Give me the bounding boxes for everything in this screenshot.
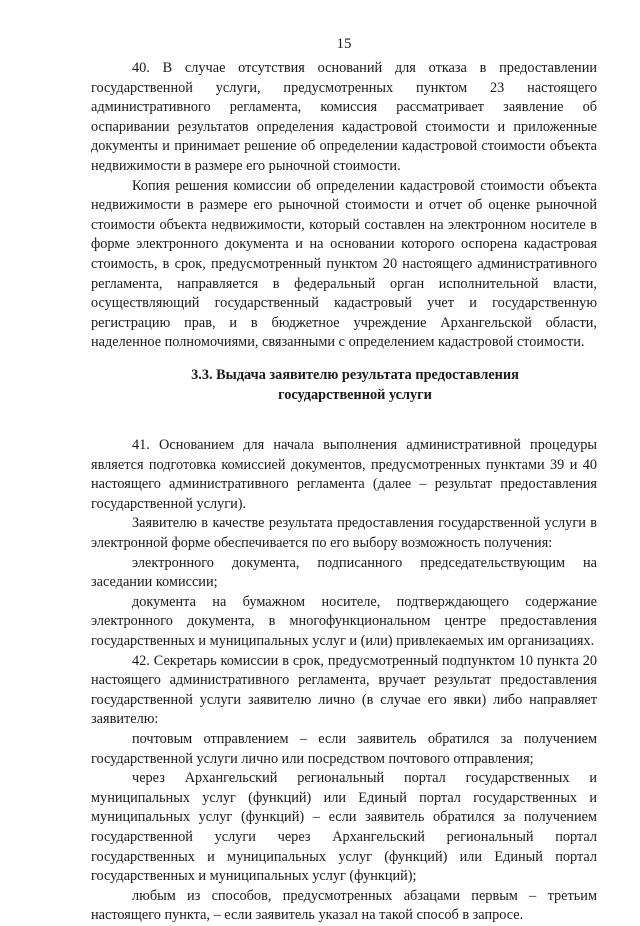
paragraph-applicant-electronic-result: Заявителю в качестве результата предоставления государственной услуги в электронной форме обеспечивается по его выбору возможность получения: <box>91 515 597 552</box>
document-page <box>91 34 597 926</box>
paragraph-42: 42. Секретарь комиссии в срок, предусмотренный подпунктом 10 пункта 20 настоящего административного регламента, вручает результат предоставления государственной услуги заявителю лично (в случае его явки) либо направляет заявителю: <box>91 652 597 728</box>
page-number: 15 <box>336 36 352 52</box>
paragraph-postal-delivery: почтовым отправлением – если заявитель обратился за получением государственной услуги лично или посредством почтового отправления; <box>91 731 597 767</box>
section-heading-3-3 <box>91 366 597 405</box>
section-heading-line-2: государственной услуги <box>278 386 432 403</box>
paragraph-copy-of-decision: Копия решения комиссии об определении кадастровой стоимости объекта недвижимости в размере его рыночной стоимости и отчет об оценке рыночной стоимости объекта недвижимости, который составлен на электронном носителе в форме электронного документа и на основании которого оспорена кадастровая стоимость, в срок, предусмотренный пунктом 20 настоящего административного регламента, направляется в федеральный орган исполнительной власти, осуществляющий государственный кадастровый учет и государственную регистрацию прав, и в бюджетное учреждение Архангельской области, наделенное полномочиями, связанными с определением кадастровой стоимости. <box>91 177 597 351</box>
paragraph-41: 41. Основанием для начала выполнения административной процедуры является подготовка комиссией документов, предусмотренных пунктами 39 и 40 настоящего административного регламента (далее – результат предоставления государственной услуги). <box>91 437 597 512</box>
paragraph-electronic-document-option: электронного документа, подписанного председательствующим на заседании комиссии; <box>91 554 597 591</box>
paragraph-40: 40. В случае отсутствия оснований для отказа в предоставлении государственной услуги, предусмотренных пунктом 23 настоящего административного регламента, комиссия рассматривает заявление об оспаривании результатов определения кадастровой стоимости и приложенные документы и принимает решение об определении кадастровой стоимости объекта недвижимости в размере его рыночной стоимости. <box>91 60 597 174</box>
paragraph-paper-document-option: документа на бумажном носителе, подтверждающего содержание электронного документа, в многофункциональном центре предоставления государственных и муниципальных услуг и (или) привлекаемых им организациях. <box>91 593 597 650</box>
section-heading-line-1: 3.3. Выдача заявителю результата предоставления <box>191 366 519 383</box>
paragraph-portal-delivery: через Архангельский региональный портал государственных и муниципальных услуг (функций) или Единый портал государственных и муниципальных услуг (функций) – если заявитель обратился за получением государственной услуги через Архангельский региональный портал государственных и муниципальных услуг (функций) или Единый портал государственных и муниципальных услуг (функций); <box>91 770 597 885</box>
paragraph-any-method: любым из способов, предусмотренных абзацами первым – третьим настоящего пункта, – если заявитель указал на такой способ в запросе. <box>91 887 597 924</box>
